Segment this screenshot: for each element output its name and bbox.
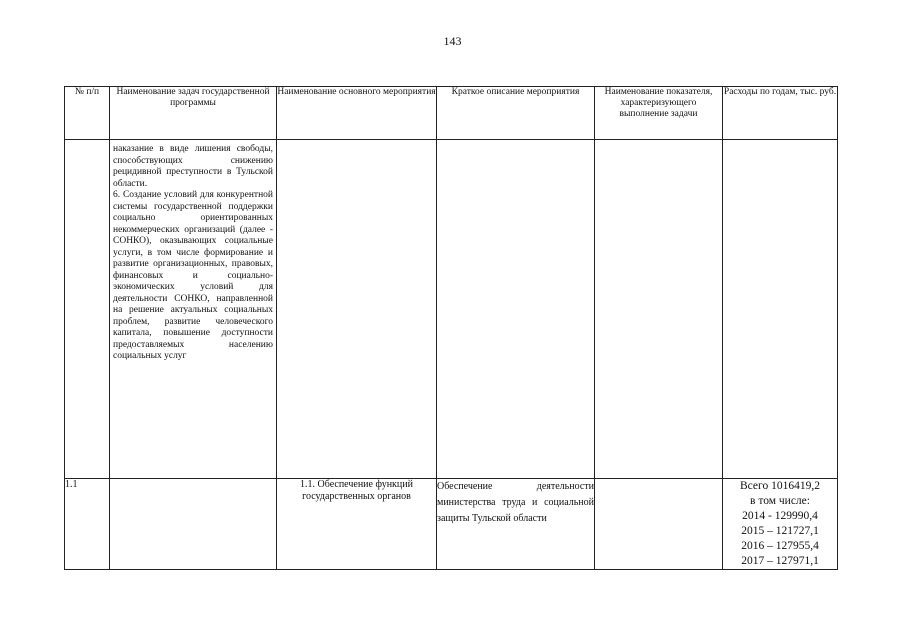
header-number: № п/п — [65, 87, 110, 140]
expense-line: 2017 – 127971,1 — [741, 555, 819, 567]
cell-description: Обеспечение деятельности министерства труда и социальной защиты Тульской области — [437, 479, 595, 570]
cell-task — [110, 140, 277, 479]
cell-number — [65, 140, 110, 479]
header-task: Наименование задач государственной программы — [110, 87, 277, 140]
expense-line: 2015 – 121727,1 — [741, 525, 819, 537]
cell-task — [110, 479, 277, 570]
header-row — [65, 87, 838, 140]
cell-main-event — [277, 140, 437, 479]
cell-expenses — [723, 140, 838, 479]
header-expenses: Расходы по годам, тыс. руб. — [723, 87, 838, 140]
page-number: 143 — [443, 34, 462, 48]
cell-number: 1.1 — [65, 479, 110, 570]
expense-line: 2016 – 127955,4 — [741, 540, 819, 552]
expense-line: 2014 - 129990,4 — [742, 510, 818, 522]
cell-indicator — [595, 140, 723, 479]
cell-description — [437, 140, 595, 479]
table-row — [65, 479, 838, 570]
cell-expenses — [723, 479, 838, 570]
program-table — [64, 86, 838, 570]
header-indicator: Наименование показателя, характеризующего выполнение задачи — [595, 87, 723, 140]
table-row — [65, 140, 838, 479]
header-description: Краткое описание мероприятия — [437, 87, 595, 140]
cell-main-event: 1.1. Обеспечение функций государственных органов — [277, 479, 437, 570]
task-paragraph: наказание в виде лишения свободы, способствующих снижению рецидивной преступности в Тульской области. — [113, 144, 273, 189]
task-paragraph: 6. Создание условий для конкурентной системы государственной поддержки социально ориентированных некоммерческих организаций (далее - СОНКО), оказывающих социальные услуги, в том числе формирование и развитие организационных, правовых, финансовых и социально-экономических условий для деятельности СОНКО, направленной на решение актуальных социальных проблем, развитие человеческого капитала, повышение доступности предоставляемых населению социальных услуг — [113, 190, 273, 361]
header-main-event: Наименование основного мероприятия — [277, 87, 437, 140]
expense-line: Всего 1016419,2 — [740, 480, 820, 492]
expense-line: в том числе: — [750, 495, 810, 507]
cell-indicator — [595, 479, 723, 570]
